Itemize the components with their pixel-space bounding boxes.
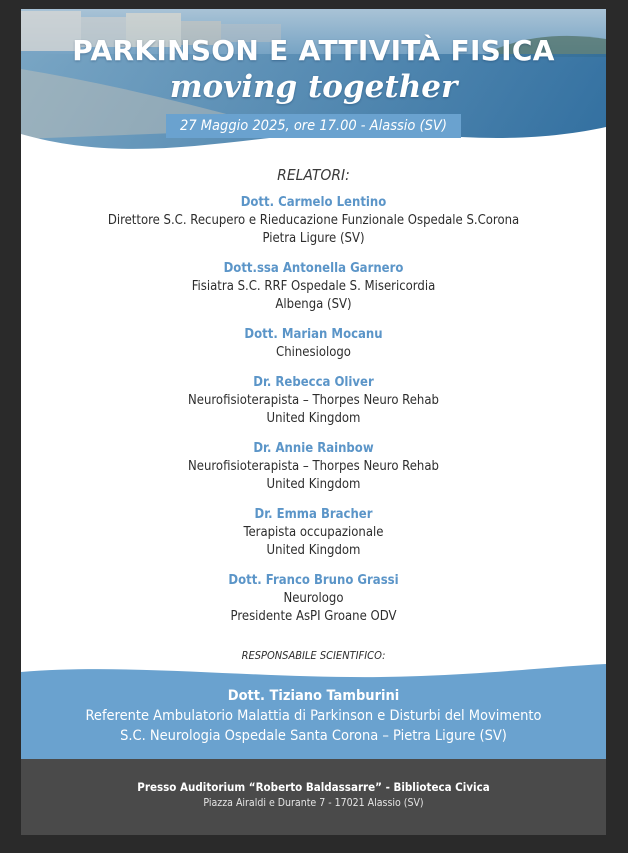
speaker-location: Albenga (SV) bbox=[275, 297, 352, 312]
event-title: PARKINSON E ATTIVITÀ FISICA bbox=[72, 34, 555, 67]
venue-name: Presso Auditorium “Roberto Baldassarre” - Biblioteca Civica bbox=[137, 780, 490, 794]
speaker-item bbox=[21, 326, 606, 362]
speaker-item bbox=[21, 194, 606, 248]
speaker-name: Dott. Marian Mocanu bbox=[244, 327, 383, 342]
venue-address: Piazza Airaldi e Durante 7 - 17021 Alassio (SV) bbox=[203, 797, 424, 809]
speaker-name: Dott. Carmelo Lentino bbox=[240, 195, 387, 210]
speaker-role: Direttore S.C. Recupero e Rieducazione Funzionale Ospedale S.Corona bbox=[107, 213, 520, 228]
speaker-item bbox=[21, 374, 606, 428]
speaker-item bbox=[21, 506, 606, 560]
speakers-list bbox=[21, 194, 606, 638]
speaker-location: United Kingdom bbox=[266, 543, 361, 558]
event-subtitle: moving together bbox=[169, 69, 458, 105]
speaker-affiliation: Presidente AsPI Groane ODV bbox=[230, 609, 397, 624]
speaker-location: United Kingdom bbox=[266, 411, 361, 426]
scientific-lead-department: S.C. Neurologia Ospedale Santa Corona – Pietra Ligure (SV) bbox=[120, 728, 507, 744]
speaker-item bbox=[21, 440, 606, 494]
speaker-role: Fisiatra S.C. RRF Ospedale S. Misericordia bbox=[191, 279, 436, 294]
scientific-lead-band bbox=[21, 664, 606, 759]
speaker-location: United Kingdom bbox=[266, 477, 361, 492]
scientific-lead-role: Referente Ambulatorio Malattia di Parkinson e Disturbi del Movimento bbox=[85, 708, 542, 724]
speaker-name: Dr. Rebecca Oliver bbox=[253, 375, 374, 390]
speaker-role: Terapista occupazionale bbox=[243, 525, 384, 540]
speakers-heading: RELATORI: bbox=[277, 166, 350, 184]
speaker-role: Neurofisioterapista – Thorpes Neuro Rehab bbox=[188, 459, 439, 474]
speaker-name: Dr. Annie Rainbow bbox=[253, 441, 374, 456]
event-poster bbox=[21, 9, 606, 835]
speaker-item bbox=[21, 260, 606, 314]
scientific-lead-text bbox=[21, 686, 606, 746]
scientific-lead-name: Dott. Tiziano Tamburini bbox=[227, 688, 400, 704]
speaker-name: Dott.ssa Antonella Garnero bbox=[223, 261, 404, 276]
footer-venue-bar bbox=[21, 759, 606, 835]
speaker-name: Dr. Emma Bracher bbox=[254, 507, 373, 522]
speaker-role: Neurologo bbox=[283, 591, 344, 606]
speaker-item bbox=[21, 572, 606, 626]
speaker-role: Chinesiologo bbox=[276, 345, 351, 360]
speaker-name: Dott. Franco Bruno Grassi bbox=[228, 573, 399, 588]
speaker-role: Neurofisioterapista – Thorpes Neuro Rehab bbox=[188, 393, 439, 408]
speaker-location: Pietra Ligure (SV) bbox=[262, 231, 365, 246]
scientific-lead-heading: RESPONSABILE SCIENTIFICO: bbox=[241, 649, 386, 662]
header-banner bbox=[21, 9, 606, 169]
date-location-badge: 27 Maggio 2025, ore 17.00 - Alassio (SV) bbox=[166, 114, 461, 138]
